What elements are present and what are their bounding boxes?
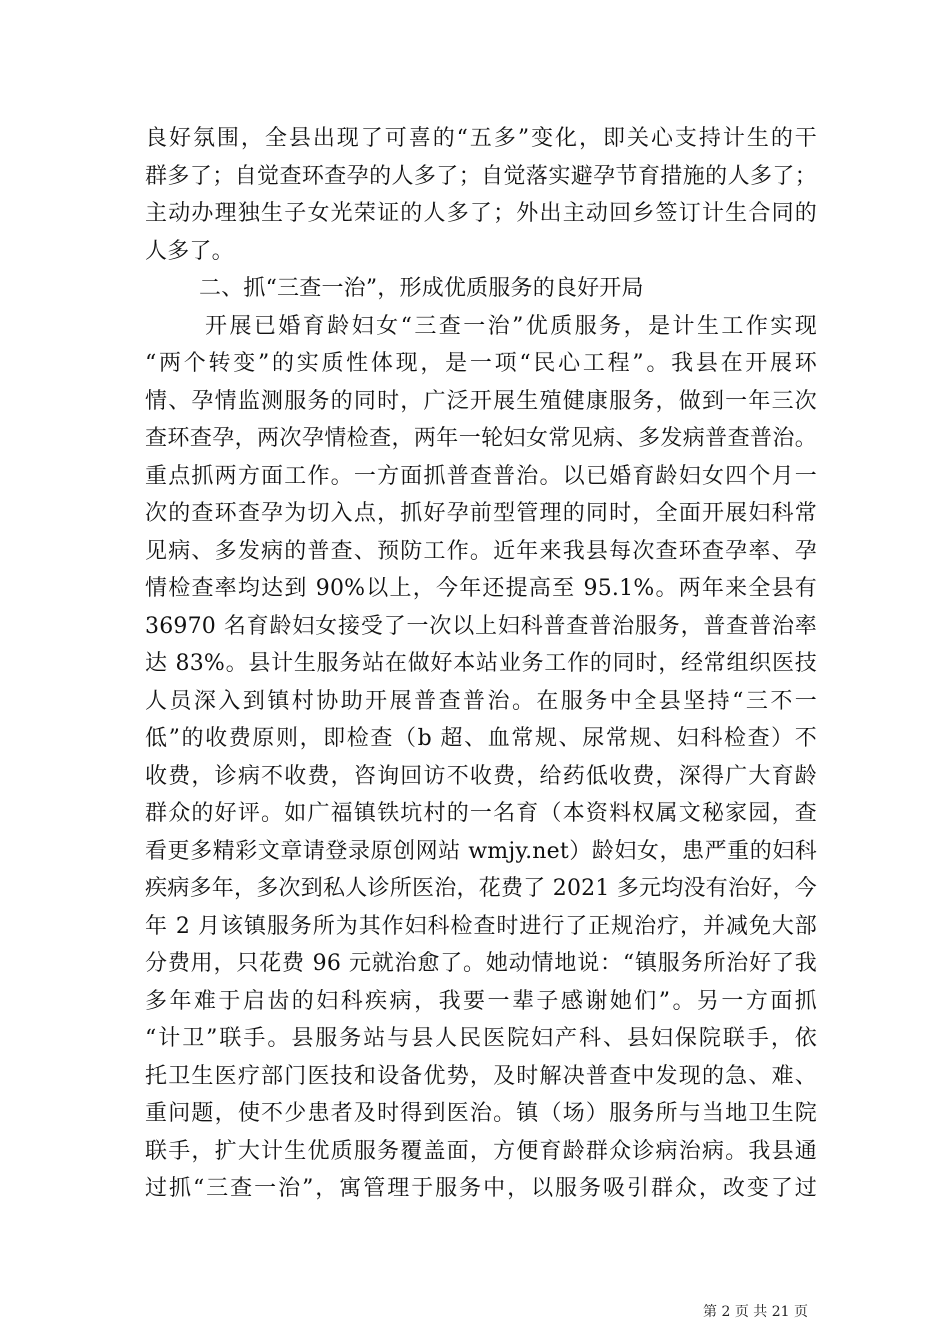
- text-line: 情检查率均达到 90%以上，今年还提高至 95.1%。两年来全县有: [145, 576, 817, 601]
- body-text: [145, 120, 817, 1208]
- text-line: 多年难于启齿的妇科疾病，我要一辈子感谢她们”。另一方面抓: [145, 988, 817, 1014]
- text-line: 次的查环查孕为切入点，抓好孕前型管理的同时，全面开展妇科常: [145, 501, 817, 526]
- text-line: 36970 名育龄妇女接受了一次以上妇科普查普治服务，普查普治率: [145, 613, 817, 639]
- text-line: 分费用，只花费 96 元就治愈了。她动情地说：“镇服务所治好了我: [145, 951, 817, 976]
- text-line: 主动办理独生子女光荣证的人多了；外出主动回乡签订计生合同的: [145, 201, 817, 226]
- text-line: 重问题，使不少患者及时得到医治。镇（场）服务所与当地卫生院: [145, 1101, 817, 1126]
- text-line: 人多了。: [145, 238, 234, 264]
- text-line: 见病、多发病的普查、预防工作。近年来我县每次查环查孕率、孕: [145, 538, 817, 564]
- section-heading: 二、抓“三查一治”，形成优质服务的良好开局: [199, 276, 644, 301]
- page-number: 第 2 页 共 21 页: [703, 1304, 808, 1320]
- text-line: 过抓“三查一治”，寓管理于服务中，以服务吸引群众，改变了过: [145, 1176, 817, 1201]
- text-line: 收费，诊病不收费，咨询回访不收费，给药低收费，深得广大育龄: [145, 763, 817, 789]
- text-line: 年 2 月该镇服务所为其作妇科检查时进行了正规治疗，并减免大部: [145, 913, 817, 939]
- text-line: 重点抓两方面工作。一方面抓普查普治。以已婚育龄妇女四个月一: [145, 463, 817, 489]
- text-line: 达 83%。县计生服务站在做好本站业务工作的同时，经常组织医技: [145, 651, 817, 676]
- text-line: 疾病多年，多次到私人诊所医治，花费了 2021 多元均没有治好，今: [145, 876, 817, 901]
- text-line: 群众的好评。如广福镇铁坑村的一名育（本资料权属文秘家园，查: [145, 801, 817, 826]
- text-line: “计卫”联手。县服务站与县人民医院妇产科、县妇保院联手，依: [145, 1026, 817, 1051]
- text-line: 低”的收费原则，即检查（b 超、血常规、尿常规、妇科检查）不: [145, 726, 817, 751]
- text-line: “两个转变”的实质性体现，是一项“民心工程”。我县在开展环: [145, 351, 817, 376]
- text-line: 情、孕情监测服务的同时，广泛开展生殖健康服务，做到一年三次: [145, 388, 817, 414]
- text-line: 查环查孕，两次孕情检查，两年一轮妇女常见病、多发病普查普治。: [145, 426, 817, 451]
- text-line: 看更多精彩文章请登录原创网站 wmjy.net）龄妇女，患严重的妇科: [145, 838, 817, 864]
- text-line: 人员深入到镇村协助开展普查普治。在服务中全县坚持“三不一: [145, 688, 817, 714]
- text-line: 群多了；自觉查环查孕的人多了；自觉落实避孕节育措施的人多了；: [145, 163, 817, 189]
- text-line: 良好氛围，全县出现了可喜的“五多”变化，即关心支持计生的干: [145, 126, 817, 151]
- text-line: 托卫生医疗部门医技和设备优势，及时解决普查中发现的急、难、: [145, 1063, 817, 1089]
- text-line: 联手，扩大计生优质服务覆盖面，方便育龄群众诊病治病。我县通: [145, 1138, 817, 1164]
- text-line: 开展已婚育龄妇女“三查一治”优质服务，是计生工作实现: [205, 313, 817, 339]
